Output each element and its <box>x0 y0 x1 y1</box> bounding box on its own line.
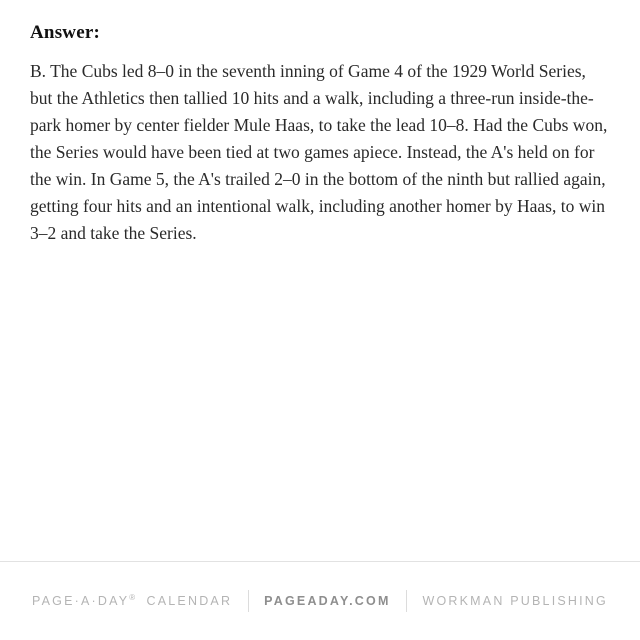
footer-brand <box>32 593 232 608</box>
footer-website[interactable]: PAGEADAY.COM <box>264 594 391 608</box>
answer-body-text: B. The Cubs led 8–0 in the seventh inning of Game 4 of the 1929 World Series, but the Athletics then tallied 10 hits and a walk, including a three-run inside-the-park homer by center fielder Mule Haas, to take the lead 10–8. Had the Cubs won, the Series would have been tied at two games apiece. Instead, the A's held on for the win. In Game 5, the A's trailed 2–0 in the bottom of the ninth but rallied again, getting four hits and an intentional walk, including another homer by Haas, to win 3–2 and take the Series. <box>30 61 608 243</box>
footer-divider-1 <box>248 590 249 612</box>
footer-brand-suffix: CALENDAR <box>146 594 233 609</box>
page-footer <box>0 561 640 640</box>
answer-content <box>30 22 610 247</box>
footer-inner <box>0 590 640 612</box>
answer-heading: Answer: <box>30 22 100 43</box>
footer-registered-icon: ® <box>129 593 136 603</box>
footer-divider-2 <box>406 590 407 612</box>
footer-publisher: WORKMAN PUBLISHING <box>422 594 608 608</box>
footer-brand-name: PAGE·A·DAY <box>32 594 130 609</box>
